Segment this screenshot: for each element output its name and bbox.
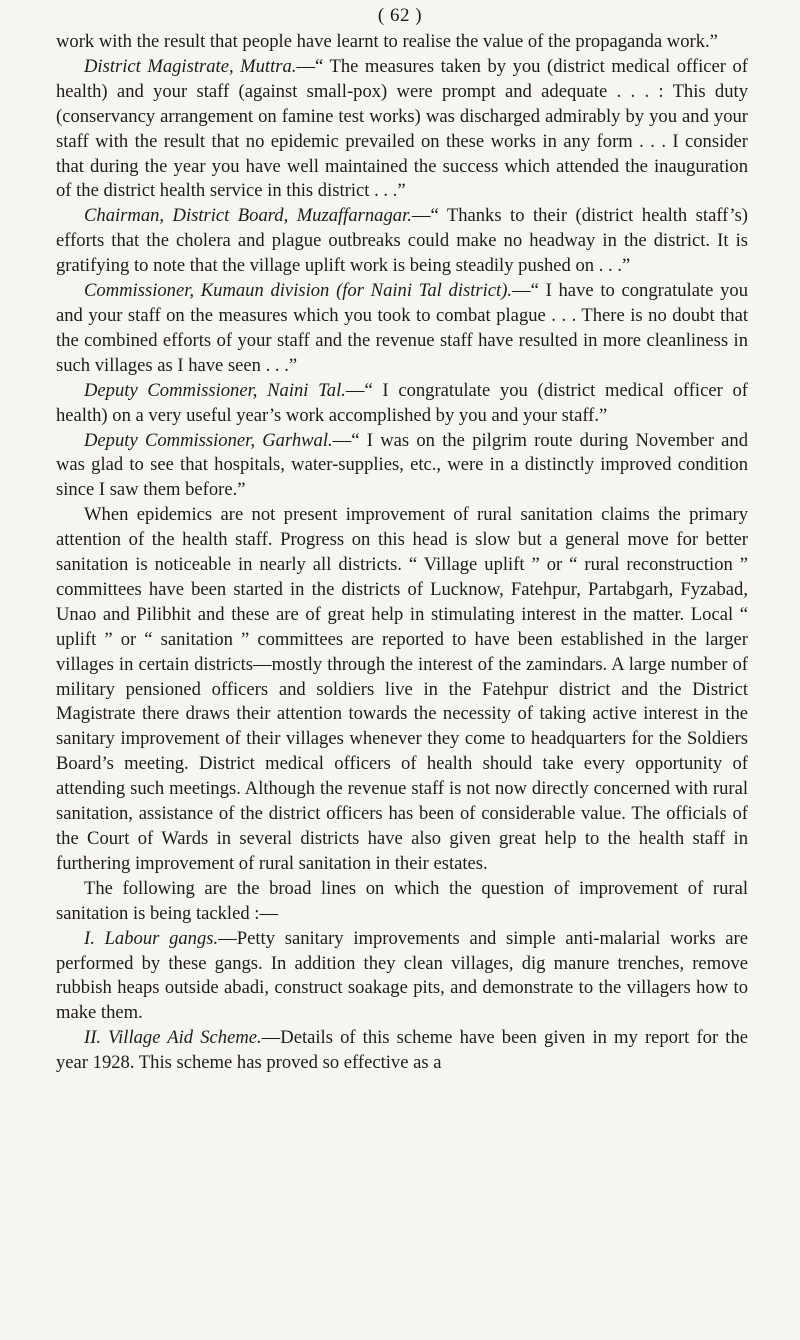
paragraph-muzaffarnagar bbox=[56, 204, 748, 279]
paragraph-continuation bbox=[56, 30, 748, 55]
paragraph-text: —“ Thanks to their (district health staff’s) efforts that the cholera and plague outbreaks could make no headway in the district. It is gratifying to note that the village uplift work is being steadily pushed on . . .” bbox=[56, 205, 748, 277]
paragraph-text: When epidemics are not present improvement of rural sanitation claims the primary attention of the health staff. Progress on this head is slow but a general move for better sanitation is noticeable in nearly all districts. “ Village uplift ” or “ rural reconstruction ” committees have been started in the districts of Lucknow, Fatehpur, Partabgarh, Fyzabad, Unao and Pilibhit and these are of great help in stimulating interest in the matter. Local “ uplift ” or “ sanitation ” committees are reported to have been established in the larger villages in certain districts—mostly through the interest of the zamindars. A large number of military pensioned officers and soldiers live in the Fatehpur district and the District Magistrate there draws their attention towards the necessity of taking active interest in the sanitary improvement of their villages whenever they come to headquarters for the Soldiers Board’s meeting. District medical officers of health should take every opportunity of attending such meetings. Although the revenue staff is not now directly concerned with rural sanitation, assistance of the district officers has been of considerable value. The officials of the Court of Wards in several districts have also given great help to the health staff in furthering improvement of rural sanitation in their estates. bbox=[56, 504, 748, 874]
body-text bbox=[56, 30, 748, 1076]
speaker-label: Deputy Commissioner, Garhwal. bbox=[84, 429, 333, 451]
paragraph-text: —“ I was on the pilgrim route during November and was glad to see that hospitals, water-supplies, etc., were in a distinctly improved condition since I saw them before.” bbox=[56, 429, 749, 501]
speaker-label: II. Village Aid Scheme. bbox=[84, 1027, 262, 1049]
paragraph-naini-tal bbox=[56, 379, 748, 429]
paragraph-labour-gangs bbox=[56, 927, 748, 1027]
paragraph-broad-lines bbox=[56, 877, 748, 927]
paragraph-text: —“ I have to congratulate you and your staff on the measures which you took to combat plague . . . There is no doubt that the combined efforts of your staff and the revenue staff have resulted in more cleanliness in such villages as I have seen . . .” bbox=[56, 280, 748, 376]
paragraph-text: —Details of this scheme have been given in my report for the year 1928. This scheme has proved so effective as a bbox=[56, 1027, 748, 1074]
speaker-label: Deputy Commissioner, Naini Tal. bbox=[84, 379, 346, 401]
paragraph-garhwal bbox=[56, 429, 748, 504]
paragraph-kumaun bbox=[56, 279, 748, 379]
paragraph-text: The following are the broad lines on which the question of improvement of rural sanitation is being tackled :— bbox=[56, 877, 748, 924]
paragraph-muttra bbox=[56, 55, 748, 204]
paragraph-village-aid bbox=[56, 1026, 748, 1076]
paragraph-text: —“ I congratulate you (district medical officer of health) on a very useful year’s work accomplished by you and your staff.” bbox=[56, 379, 748, 426]
speaker-label: I. Labour gangs. bbox=[84, 927, 219, 949]
paragraph-text: work with the result that people have learnt to realise the value of the propaganda work.” bbox=[56, 31, 718, 52]
page-number: ( 62 ) bbox=[377, 5, 423, 26]
paragraph-text: —“ The measures taken by you (district medical officer of health) and your staff (against small-pox) were prompt and adequate . . . : This duty (conservancy arrangement on famine test works) was discharged admirably by you and your staff with the result that no epidemic prevailed on these works in any form . . . I consider that during the year you have well maintained the success which attended the inauguration of the district health service in this district . . .” bbox=[56, 55, 748, 202]
speaker-label: Commissioner, Kumaun division (for Naini Tal district). bbox=[84, 280, 513, 302]
speaker-label: District Magistrate, Muttra. bbox=[84, 55, 297, 77]
paragraph-rural-sanitation bbox=[56, 503, 748, 877]
paragraph-text: —Petty sanitary improvements and simple anti-malarial works are performed by these gangs. In addition they clean villages, dig manure trenches, remove rubbish heaps outside abadi, construct soakage pits, and demonstrate to the villagers how to make them. bbox=[56, 927, 748, 1024]
speaker-label: Chairman, District Board, Muzaffarnagar. bbox=[84, 205, 412, 227]
